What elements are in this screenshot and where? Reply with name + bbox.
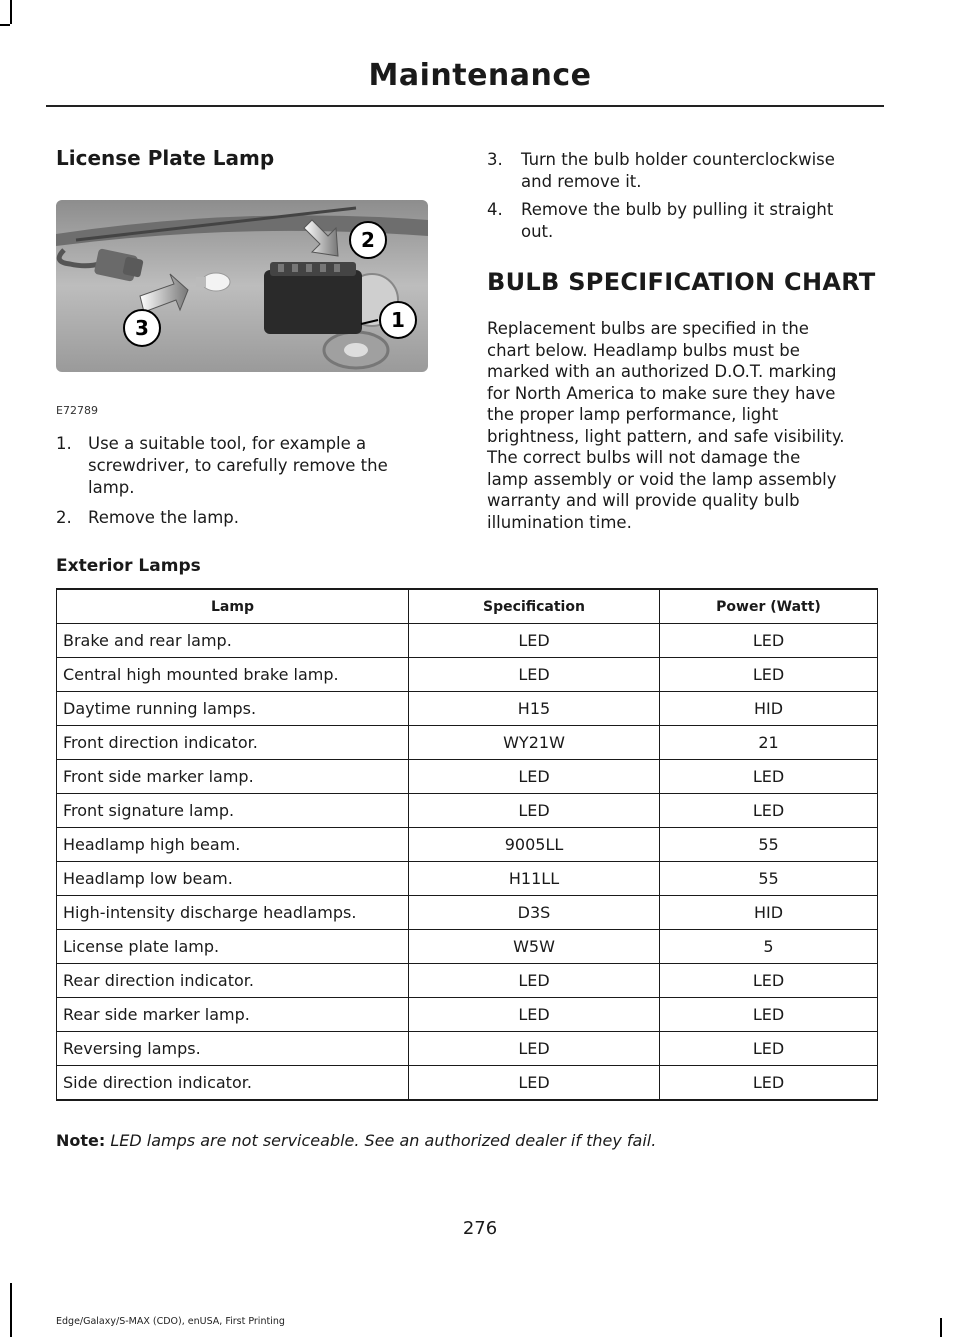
table-header-row <box>57 589 878 624</box>
intro-line-6: brightness, light pattern, and safe visibility. <box>487 426 845 446</box>
step-3-line-2: and remove it. <box>521 172 642 191</box>
cell-power: HID <box>660 896 878 930</box>
step-4-number: 4. <box>487 200 503 219</box>
table-row <box>57 1032 878 1066</box>
cell-power: LED <box>660 760 878 794</box>
callout-3-label: 3 <box>135 316 149 340</box>
table-row <box>57 760 878 794</box>
step-3 <box>487 149 887 195</box>
step-3-line-1: Turn the bulb holder counterclockwise <box>521 150 835 169</box>
bulb-chart-heading: BULB SPECIFICATION CHART <box>487 268 876 296</box>
cell-lamp: Reversing lamps. <box>57 1032 409 1066</box>
header-specification: Specification <box>409 589 660 624</box>
cell-power: LED <box>660 658 878 692</box>
table-row <box>57 998 878 1032</box>
cell-specification: LED <box>409 794 660 828</box>
crop-mark-bottom-right-vertical <box>940 1318 942 1337</box>
cell-lamp: Rear side marker lamp. <box>57 998 409 1032</box>
cell-lamp: Daytime running lamps. <box>57 692 409 726</box>
table-row <box>57 692 878 726</box>
step-1-line-1: Use a suitable tool, for example a <box>88 434 367 453</box>
intro-line-3: marked with an authorized D.O.T. marking <box>487 362 837 381</box>
table-row <box>57 896 878 930</box>
footer-edition: Edge/Galaxy/S-MAX (CDO), enUSA, First Printing <box>56 1316 285 1327</box>
table-row <box>57 828 878 862</box>
step-4-line-2: out. <box>521 222 554 241</box>
cell-lamp: Brake and rear lamp. <box>57 624 409 658</box>
header-lamp: Lamp <box>57 589 409 624</box>
cell-specification: LED <box>409 1032 660 1066</box>
section-title: License Plate Lamp <box>56 146 275 170</box>
intro-line-10: illumination time. <box>487 512 632 532</box>
cell-specification: LED <box>409 624 660 658</box>
cell-lamp: High-intensity discharge headlamps. <box>57 896 409 930</box>
cell-specification: LED <box>409 1066 660 1101</box>
cell-lamp: Headlamp low beam. <box>57 862 409 896</box>
cell-lamp: Side direction indicator. <box>57 1066 409 1101</box>
step-1 <box>56 433 436 503</box>
note-text: LED lamps are not serviceable. See an authorized dealer if they fail. <box>110 1131 657 1150</box>
intro-line-1: Replacement bulbs are specified in the <box>487 319 809 338</box>
cell-power: LED <box>660 794 878 828</box>
cell-power: LED <box>660 1032 878 1066</box>
cell-lamp: Rear direction indicator. <box>57 964 409 998</box>
cell-specification: LED <box>409 760 660 794</box>
step-4 <box>487 199 887 245</box>
header-power: Power (Watt) <box>660 589 878 624</box>
step-1-number: 1. <box>56 434 72 453</box>
step-1-line-2: screwdriver, to carefully remove the <box>88 456 388 475</box>
table-row <box>57 930 878 964</box>
table-row <box>57 624 878 658</box>
table-title: Exterior Lamps <box>56 556 201 576</box>
figure-id: E72789 <box>56 404 98 417</box>
callout-1-label: 1 <box>391 308 405 332</box>
page-header-title: Maintenance <box>368 58 592 93</box>
step-2 <box>56 507 436 531</box>
cell-power: 5 <box>660 930 878 964</box>
table-row <box>57 658 878 692</box>
table-row <box>57 1066 878 1101</box>
step-2-number: 2. <box>56 508 72 527</box>
page-number: 276 <box>462 1218 498 1239</box>
cell-specification: LED <box>409 964 660 998</box>
cell-specification: LED <box>409 658 660 692</box>
cell-power: 21 <box>660 726 878 760</box>
header-rule <box>46 105 884 107</box>
step-1-line-3: lamp. <box>88 478 135 497</box>
cell-power: 55 <box>660 828 878 862</box>
cell-lamp: Front side marker lamp. <box>57 760 409 794</box>
cell-lamp: Front signature lamp. <box>57 794 409 828</box>
intro-line-5: the proper lamp performance, light <box>487 405 779 424</box>
intro-line-7: The correct bulbs will not damage the <box>487 448 801 467</box>
table-row <box>57 862 878 896</box>
step-2-line-1: Remove the lamp. <box>88 508 240 527</box>
intro-line-8: lamp assembly or void the lamp assembly <box>487 469 837 489</box>
cell-power: LED <box>660 1066 878 1101</box>
exterior-lamps-table <box>56 588 878 1101</box>
bulb-chart-intro <box>487 318 882 533</box>
note <box>56 1131 656 1150</box>
crop-mark-top-left-vertical <box>10 0 12 24</box>
cell-power: LED <box>660 624 878 658</box>
cell-specification: H15 <box>409 692 660 726</box>
intro-line-2: chart below. Headlamp bulbs must be <box>487 340 800 360</box>
cell-specification: D3S <box>409 896 660 930</box>
cell-specification: H11LL <box>409 862 660 896</box>
crop-mark-top-left-horizontal <box>0 24 10 26</box>
intro-line-4: for North America to make sure they have <box>487 383 836 403</box>
license-plate-lamp-illustration <box>56 200 428 372</box>
cell-lamp: License plate lamp. <box>57 930 409 964</box>
table-row <box>57 726 878 760</box>
cell-specification: WY21W <box>409 726 660 760</box>
cell-specification: W5W <box>409 930 660 964</box>
step-3-number: 3. <box>487 150 503 169</box>
step-4-line-1: Remove the bulb by pulling it straight <box>521 200 834 219</box>
cell-power: 55 <box>660 862 878 896</box>
illustration-svg <box>56 200 428 372</box>
cell-lamp: Front direction indicator. <box>57 726 409 760</box>
cell-specification: LED <box>409 998 660 1032</box>
cell-lamp: Central high mounted brake lamp. <box>57 658 409 692</box>
table-row <box>57 794 878 828</box>
callout-2-label: 2 <box>361 228 375 252</box>
cell-power: LED <box>660 964 878 998</box>
cell-power: LED <box>660 998 878 1032</box>
cell-power: HID <box>660 692 878 726</box>
cell-specification: 9005LL <box>409 828 660 862</box>
intro-line-9: warranty and will provide quality bulb <box>487 491 800 510</box>
cell-lamp: Headlamp high beam. <box>57 828 409 862</box>
note-label: Note: <box>56 1131 106 1150</box>
table-row <box>57 964 878 998</box>
crop-mark-bottom-left-vertical <box>10 1283 12 1337</box>
